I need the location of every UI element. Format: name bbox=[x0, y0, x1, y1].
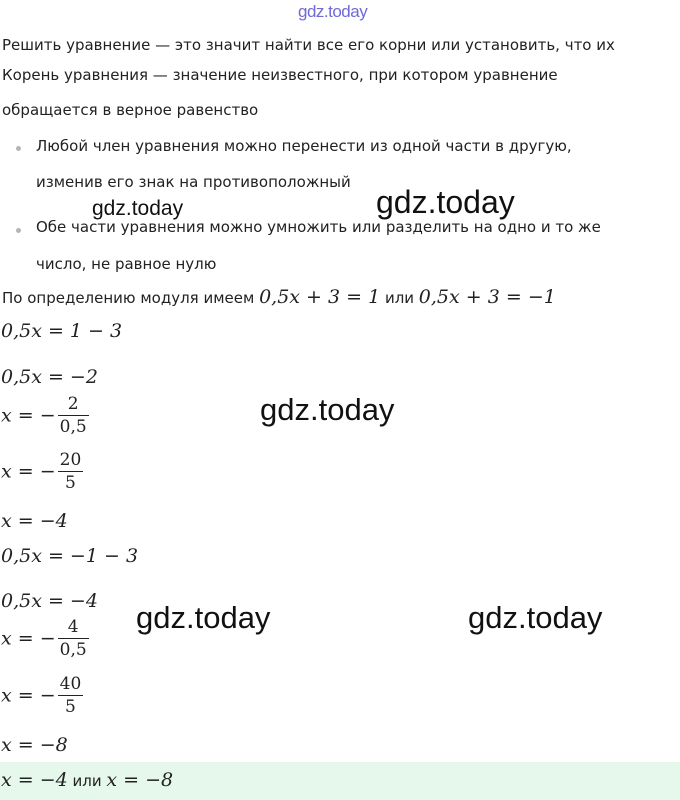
case1-step-2: 0,5x = −2 bbox=[1, 366, 98, 388]
rule-2-line-1: Обе части уравнения можно умножить или разделить на одно и то же bbox=[36, 218, 601, 236]
case2-step-4: x = − $\frac{40}{5}$ bbox=[1, 674, 82, 717]
bullet-icon bbox=[16, 228, 21, 233]
definition-prefix: По определению модуля имеем bbox=[2, 289, 260, 307]
fraction: $\frac{4}{0,5}$ bbox=[59, 617, 87, 660]
case2-step-1: 0,5x = −1 − 3 bbox=[1, 545, 139, 567]
watermark-text: gdz.today bbox=[468, 600, 603, 635]
case1-step-4: x = − $\frac{20}{5}$ bbox=[1, 450, 82, 493]
rule-1-line-2: изменив его знак на противоположный bbox=[36, 173, 351, 191]
rule-1-line-1: Любой член уравнения можно перенести из одной части в другую, bbox=[36, 137, 572, 155]
intro-line-2: Корень уравнения — значение неизвестного, при котором уравнение bbox=[2, 66, 558, 84]
case1-step-1: 0,5x = 1 − 3 bbox=[1, 320, 123, 342]
watermark-text: gdz.today bbox=[92, 197, 184, 220]
case2-step-2: 0,5x = −4 bbox=[1, 590, 98, 612]
case1-step-3: x = − $\frac{2}{0,5}$ bbox=[1, 394, 87, 437]
case1-result: x = −4 bbox=[1, 510, 68, 532]
bullet-icon bbox=[16, 146, 21, 151]
watermark-text: gdz.today bbox=[136, 600, 271, 635]
watermark-text: gdz.today bbox=[376, 184, 515, 220]
definition-line bbox=[2, 286, 556, 308]
site-logo[interactable]: gdz.today bbox=[298, 2, 368, 21]
intro-line-3: обращается в верное равенство bbox=[2, 101, 259, 119]
fraction: $\frac{20}{5}$ bbox=[59, 450, 82, 493]
case2-result: x = −8 bbox=[1, 734, 68, 756]
fraction: $\frac{40}{5}$ bbox=[59, 674, 82, 717]
intro-line-1: Решить уравнение — это значит найти все его корни или установить, что их bbox=[2, 36, 615, 54]
rule-2-line-2: число, не равное нулю bbox=[36, 255, 217, 273]
answer-line: x = −4 или x = −8 bbox=[1, 769, 174, 791]
definition-eq-1: 0,5x + 3 = 1 bbox=[259, 286, 381, 308]
watermark-text: gdz.today bbox=[260, 392, 395, 427]
fraction: $\frac{2}{0,5}$ bbox=[59, 394, 87, 437]
definition-joiner: или bbox=[380, 289, 419, 307]
definition-eq-2: 0,5x + 3 = −1 bbox=[418, 286, 556, 308]
case2-step-3: x = − $\frac{4}{0,5}$ bbox=[1, 617, 87, 660]
